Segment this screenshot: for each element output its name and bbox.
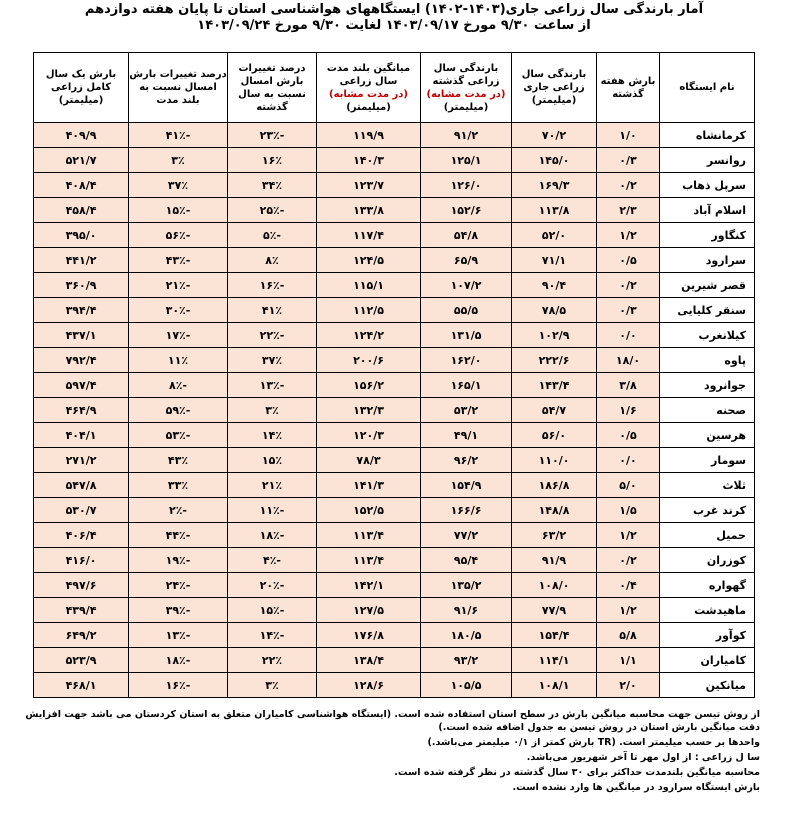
full-year-cell: ۴۰۹/۹ xyxy=(34,123,129,148)
current-year-cell: ۱۸۶/۸ xyxy=(512,473,597,498)
change-longterm-cell: -۱۹٪ xyxy=(129,548,228,573)
current-year-cell: ۱۱۴/۱ xyxy=(512,648,597,673)
last-week-cell: ۳/۸ xyxy=(597,373,660,398)
last-year-cell: ۴۹/۱ xyxy=(421,423,512,448)
change-last-year-cell: -۵٪ xyxy=(228,223,317,248)
station-name-cell: گهواره xyxy=(660,573,755,598)
last-week-cell: ۱/۶ xyxy=(597,398,660,423)
change-longterm-cell: -۱۵٪ xyxy=(129,198,228,223)
change-longterm-cell: -۲۱٪ xyxy=(129,273,228,298)
change-last-year-cell: ۱۴٪ xyxy=(228,423,317,448)
change-last-year-cell: ۱۶٪ xyxy=(228,148,317,173)
last-week-cell: ۰/۲ xyxy=(597,548,660,573)
full-year-cell: ۴۰۴/۱ xyxy=(34,423,129,448)
last-year-cell: ۱۰۵/۵ xyxy=(421,673,512,698)
station-name-cell: حمیل xyxy=(660,523,755,548)
change-longterm-cell: ۳۳٪ xyxy=(129,473,228,498)
footnote: بارش ایستگاه سرارود در میانگین ها وارد نشده است. xyxy=(512,782,760,793)
table-body xyxy=(34,123,755,698)
current-year-cell: ۹۱/۹ xyxy=(512,548,597,573)
header-last-year-label: بارندگی سال زراعی گذشته xyxy=(432,62,500,87)
header-last-year-unit: (میلیمتر) xyxy=(443,101,489,113)
last-week-cell: ۰/۲ xyxy=(597,273,660,298)
change-last-year-cell: ۴۱٪ xyxy=(228,298,317,323)
current-year-cell: ۱۴۵/۰ xyxy=(512,148,597,173)
current-year-cell: ۱۶۹/۳ xyxy=(512,173,597,198)
footnotes xyxy=(20,708,760,796)
change-longterm-cell: -۱۸٪ xyxy=(129,648,228,673)
full-year-cell: ۴۳۷/۱ xyxy=(34,323,129,348)
footnote: سا ل زراعی : از اول مهر تا آخر شهریور می‌باشد. xyxy=(526,752,760,763)
longterm-cell: ۱۱۵/۱ xyxy=(317,273,421,298)
current-year-cell: ۵۶/۰ xyxy=(512,423,597,448)
last-week-cell: ۱۸/۰ xyxy=(597,348,660,373)
change-last-year-cell: -۲۳٪ xyxy=(228,123,317,148)
full-year-cell: ۴۹۷/۶ xyxy=(34,573,129,598)
change-longterm-cell: -۴۱٪ xyxy=(129,123,228,148)
header-current-year: بارندگی سال زراعی جاری (میلیمتر) xyxy=(512,53,597,123)
last-year-cell: ۱۲۵/۱ xyxy=(421,148,512,173)
change-longterm-cell: -۵۳٪ xyxy=(129,423,228,448)
last-year-cell: ۱۶۲/۰ xyxy=(421,348,512,373)
longterm-cell: ۱۲۳/۷ xyxy=(317,173,421,198)
change-longterm-cell: -۲۴٪ xyxy=(129,573,228,598)
station-name-cell: سرارود xyxy=(660,248,755,273)
current-year-cell: ۱۴۸/۸ xyxy=(512,498,597,523)
current-year-cell: ۱۱۰/۰ xyxy=(512,448,597,473)
longterm-cell: ۱۷۶/۸ xyxy=(317,623,421,648)
change-last-year-cell: -۱۵٪ xyxy=(228,598,317,623)
full-year-cell: ۴۵۸/۴ xyxy=(34,198,129,223)
table-row xyxy=(34,523,755,548)
current-year-cell: ۱۰۸/۱ xyxy=(512,673,597,698)
full-year-cell: ۴۱۶/۰ xyxy=(34,548,129,573)
change-last-year-cell: -۲۲٪ xyxy=(228,323,317,348)
change-longterm-cell: -۴۴٪ xyxy=(129,523,228,548)
last-week-cell: ۱/۰ xyxy=(597,123,660,148)
last-year-cell: ۵۵/۵ xyxy=(421,298,512,323)
change-last-year-cell: -۴٪ xyxy=(228,548,317,573)
change-longterm-cell: -۲٪ xyxy=(129,498,228,523)
last-week-cell: ۱/۲ xyxy=(597,223,660,248)
table-row xyxy=(34,648,755,673)
table-row xyxy=(34,598,755,623)
station-name-cell: اسلام آباد xyxy=(660,198,755,223)
table-row xyxy=(34,423,755,448)
last-year-cell: ۵۴/۸ xyxy=(421,223,512,248)
footnote: واحدها بر حسب میلیمتر است. (TR بارش کمتر از ۰/۱ میلیمتر می‌باشد.) xyxy=(427,737,760,748)
change-longterm-cell: -۸٪ xyxy=(129,373,228,398)
current-year-cell: ۱۴۳/۴ xyxy=(512,373,597,398)
last-year-cell: ۹۳/۲ xyxy=(421,648,512,673)
table-row xyxy=(34,548,755,573)
header-last-year-period: (در مدت مشابه) xyxy=(426,88,506,100)
full-year-cell: ۵۹۷/۴ xyxy=(34,373,129,398)
longterm-cell: ۱۱۷/۴ xyxy=(317,223,421,248)
full-year-cell: ۵۴۷/۸ xyxy=(34,473,129,498)
current-year-cell: ۷۰/۲ xyxy=(512,123,597,148)
last-week-cell: ۵/۸ xyxy=(597,623,660,648)
report-title xyxy=(20,2,768,34)
change-longterm-cell: -۴۳٪ xyxy=(129,248,228,273)
longterm-cell: ۱۱۲/۵ xyxy=(317,298,421,323)
longterm-cell: ۱۲۰/۳ xyxy=(317,423,421,448)
table-row xyxy=(34,448,755,473)
last-year-cell: ۹۱/۶ xyxy=(421,598,512,623)
last-year-cell: ۱۳۱/۵ xyxy=(421,323,512,348)
change-last-year-cell: -۲۰٪ xyxy=(228,573,317,598)
table-row xyxy=(34,273,755,298)
longterm-cell: ۱۲۴/۲ xyxy=(317,323,421,348)
title-line-2: از ساعت ۹/۳۰ مورخ ۱۴۰۳/۰۹/۱۷ لغایت ۹/۳۰ مورخ ۱۴۰۳/۰۹/۲۴ xyxy=(197,18,591,33)
last-week-cell: ۲/۳ xyxy=(597,198,660,223)
header-longterm-unit: (میلیمتر) xyxy=(346,101,391,113)
change-last-year-cell: ۱۵٪ xyxy=(228,448,317,473)
current-year-cell: ۲۲۲/۶ xyxy=(512,348,597,373)
longterm-cell: ۱۵۲/۵ xyxy=(317,498,421,523)
station-name-cell: ثلاث xyxy=(660,473,755,498)
station-name-cell: میانکین xyxy=(660,673,755,698)
header-longterm-label: میانگین بلند مدت سال زراعی xyxy=(326,62,411,87)
last-week-cell: ۰/۳ xyxy=(597,298,660,323)
longterm-cell: ۱۴۰/۳ xyxy=(317,148,421,173)
current-year-cell: ۵۴/۷ xyxy=(512,398,597,423)
current-year-cell: ۷۸/۵ xyxy=(512,298,597,323)
current-year-cell: ۶۳/۲ xyxy=(512,523,597,548)
last-year-cell: ۹۶/۲ xyxy=(421,448,512,473)
change-last-year-cell: -۱۶٪ xyxy=(228,273,317,298)
change-longterm-cell: ۳٪ xyxy=(129,148,228,173)
station-name-cell: ماهیدشت xyxy=(660,598,755,623)
change-longterm-cell: ۳۷٪ xyxy=(129,173,228,198)
full-year-cell: ۴۰۶/۴ xyxy=(34,523,129,548)
longterm-cell: ۷۸/۳ xyxy=(317,448,421,473)
rainfall-table xyxy=(33,52,755,698)
change-longterm-cell: ۱۱٪ xyxy=(129,348,228,373)
change-last-year-cell: ۸٪ xyxy=(228,248,317,273)
longterm-cell: ۱۳۳/۸ xyxy=(317,198,421,223)
longterm-cell: ۱۱۳/۴ xyxy=(317,548,421,573)
table-row xyxy=(34,123,755,148)
last-week-cell: ۰/۴ xyxy=(597,573,660,598)
change-longterm-cell: -۱۶٪ xyxy=(129,673,228,698)
change-last-year-cell: ۳۴٪ xyxy=(228,173,317,198)
table-row xyxy=(34,223,755,248)
full-year-cell: ۴۳۹/۴ xyxy=(34,598,129,623)
longterm-cell: ۱۲۴/۵ xyxy=(317,248,421,273)
change-longterm-cell: -۳۹٪ xyxy=(129,598,228,623)
table-row xyxy=(34,348,755,373)
station-name-cell: کوآور xyxy=(660,623,755,648)
last-week-cell: ۰/۰ xyxy=(597,323,660,348)
change-last-year-cell: ۲۱٪ xyxy=(228,473,317,498)
station-name-cell: کیلانغرب xyxy=(660,323,755,348)
station-name-cell: پاوه xyxy=(660,348,755,373)
last-year-cell: ۱۶۶/۶ xyxy=(421,498,512,523)
current-year-cell: ۱۵۴/۴ xyxy=(512,623,597,648)
header-last-week: بارش هفته گذشته xyxy=(597,53,660,123)
full-year-cell: ۵۳۰/۷ xyxy=(34,498,129,523)
last-week-cell: ۰/۵ xyxy=(597,248,660,273)
table-row xyxy=(34,323,755,348)
change-last-year-cell: ۳٪ xyxy=(228,673,317,698)
change-last-year-cell: ۲۲٪ xyxy=(228,648,317,673)
full-year-cell: ۳۹۴/۴ xyxy=(34,298,129,323)
full-year-cell: ۲۷۱/۲ xyxy=(34,448,129,473)
current-year-cell: ۱۱۳/۸ xyxy=(512,198,597,223)
change-longterm-cell: -۳۰٪ xyxy=(129,298,228,323)
full-year-cell: ۳۹۵/۰ xyxy=(34,223,129,248)
last-week-cell: ۱/۲ xyxy=(597,523,660,548)
last-year-cell: ۹۱/۲ xyxy=(421,123,512,148)
longterm-cell: ۱۳۸/۴ xyxy=(317,648,421,673)
last-year-cell: ۱۵۲/۶ xyxy=(421,198,512,223)
last-year-cell: ۵۳/۲ xyxy=(421,398,512,423)
last-week-cell: ۰/۲ xyxy=(597,173,660,198)
station-name-cell: سومار xyxy=(660,448,755,473)
last-year-cell: ۱۳۵/۲ xyxy=(421,573,512,598)
longterm-cell: ۲۰۰/۶ xyxy=(317,348,421,373)
full-year-cell: ۵۲۳/۹ xyxy=(34,648,129,673)
full-year-cell: ۵۲۱/۷ xyxy=(34,148,129,173)
longterm-cell: ۱۴۲/۱ xyxy=(317,573,421,598)
last-year-cell: ۶۵/۹ xyxy=(421,248,512,273)
current-year-cell: ۵۲/۰ xyxy=(512,223,597,248)
table-row xyxy=(34,473,755,498)
last-week-cell: ۱/۲ xyxy=(597,598,660,623)
footnote: محاسبه میانگین بلندمدت حداکثر برای ۳۰ سال گذشته در نظر گرفته شده است. xyxy=(394,767,760,778)
station-name-cell: کرمانشاه xyxy=(660,123,755,148)
current-year-cell: ۹۰/۴ xyxy=(512,273,597,298)
last-year-cell: ۷۷/۲ xyxy=(421,523,512,548)
full-year-cell: ۷۹۲/۴ xyxy=(34,348,129,373)
station-name-cell: قصر شیرین xyxy=(660,273,755,298)
current-year-cell: ۷۱/۱ xyxy=(512,248,597,273)
change-longterm-cell: -۱۳٪ xyxy=(129,623,228,648)
table-row xyxy=(34,298,755,323)
current-year-cell: ۷۷/۹ xyxy=(512,598,597,623)
change-last-year-cell: -۱۸٪ xyxy=(228,523,317,548)
last-year-cell: ۱۵۴/۹ xyxy=(421,473,512,498)
footnote: از روش تیسن جهت محاسبه میانگین بارش در سطح استان استفاده شده است. (ایستگاه هواشناسی کامیاران متعلق به استان کردستان می باشد جهت افزایش دقت میانگین بارش استان در روش تیسن به جدول اضافه شده است.) xyxy=(25,709,760,733)
last-week-cell: ۲/۰ xyxy=(597,673,660,698)
station-name-cell: کوزران xyxy=(660,548,755,573)
station-name-cell: جوانرود xyxy=(660,373,755,398)
longterm-cell: ۱۱۳/۴ xyxy=(317,523,421,548)
station-name-cell: روانسر xyxy=(660,148,755,173)
change-last-year-cell: -۱۱٪ xyxy=(228,498,317,523)
table-row xyxy=(34,373,755,398)
full-year-cell: ۴۶۴/۹ xyxy=(34,398,129,423)
last-year-cell: ۱۸۰/۵ xyxy=(421,623,512,648)
current-year-cell: ۱۰۸/۰ xyxy=(512,573,597,598)
station-name-cell: کنگاور xyxy=(660,223,755,248)
longterm-cell: ۱۴۱/۳ xyxy=(317,473,421,498)
full-year-cell: ۶۴۹/۲ xyxy=(34,623,129,648)
table-row xyxy=(34,198,755,223)
last-year-cell: ۱۰۷/۲ xyxy=(421,273,512,298)
header-change-longterm: درصد تغییرات بارش امسال نسبت به بلند مدت xyxy=(129,53,228,123)
station-name-cell: سرپل ذهاب xyxy=(660,173,755,198)
last-week-cell: ۰/۳ xyxy=(597,148,660,173)
last-week-cell: ۰/۵ xyxy=(597,423,660,448)
change-last-year-cell: -۱۳٪ xyxy=(228,373,317,398)
table-row xyxy=(34,148,755,173)
change-last-year-cell: ۳۷٪ xyxy=(228,348,317,373)
title-line-1: آمار بارندگی سال زراعی جاری(۱۴۰۳-۱۴۰۲) ایستگاههای هواشناسی استان تا پایان هفته دوازدهم xyxy=(84,2,704,17)
last-week-cell: ۱/۵ xyxy=(597,498,660,523)
longterm-cell: ۱۲۷/۵ xyxy=(317,598,421,623)
table-row xyxy=(34,398,755,423)
station-name-cell: سنقر کلیایی xyxy=(660,298,755,323)
table-row xyxy=(34,673,755,698)
change-longterm-cell: -۱۷٪ xyxy=(129,323,228,348)
change-longterm-cell: ۴۳٪ xyxy=(129,448,228,473)
longterm-cell: ۱۳۲/۳ xyxy=(317,398,421,423)
last-year-cell: ۱۲۶/۰ xyxy=(421,173,512,198)
full-year-cell: ۴۴۱/۲ xyxy=(34,248,129,273)
last-year-cell: ۹۵/۴ xyxy=(421,548,512,573)
table-row xyxy=(34,248,755,273)
longterm-cell: ۱۵۶/۲ xyxy=(317,373,421,398)
header-change-last-year: درصد تغییرات بارش امسال نسبت به سال گذشته xyxy=(228,53,317,123)
full-year-cell: ۴۶۸/۱ xyxy=(34,673,129,698)
table-header-row xyxy=(34,53,755,123)
station-name-cell: کرند غرب xyxy=(660,498,755,523)
table-row xyxy=(34,498,755,523)
change-last-year-cell: -۲۵٪ xyxy=(228,198,317,223)
change-last-year-cell: -۱۴٪ xyxy=(228,623,317,648)
table-row xyxy=(34,173,755,198)
header-full-year: بارش یک سال کامل زراعی (میلیمتر) xyxy=(34,53,129,123)
header-last-year xyxy=(421,53,512,123)
change-longterm-cell: -۵۶٪ xyxy=(129,223,228,248)
longterm-cell: ۱۱۹/۹ xyxy=(317,123,421,148)
station-name-cell: صحنه xyxy=(660,398,755,423)
table-row xyxy=(34,573,755,598)
header-longterm-period: (در مدت مشابه) xyxy=(329,88,408,100)
current-year-cell: ۱۰۲/۹ xyxy=(512,323,597,348)
last-week-cell: ۰/۰ xyxy=(597,448,660,473)
station-name-cell: کامیاران xyxy=(660,648,755,673)
table-row xyxy=(34,623,755,648)
last-year-cell: ۱۶۵/۱ xyxy=(421,373,512,398)
header-longterm xyxy=(317,53,421,123)
full-year-cell: ۴۰۸/۴ xyxy=(34,173,129,198)
station-name-cell: هرسین xyxy=(660,423,755,448)
last-week-cell: ۱/۱ xyxy=(597,648,660,673)
full-year-cell: ۳۶۰/۹ xyxy=(34,273,129,298)
last-week-cell: ۵/۰ xyxy=(597,473,660,498)
longterm-cell: ۱۲۸/۶ xyxy=(317,673,421,698)
change-longterm-cell: -۵۹٪ xyxy=(129,398,228,423)
change-last-year-cell: ۳٪ xyxy=(228,398,317,423)
header-station: نام ایستگاه xyxy=(660,53,755,123)
